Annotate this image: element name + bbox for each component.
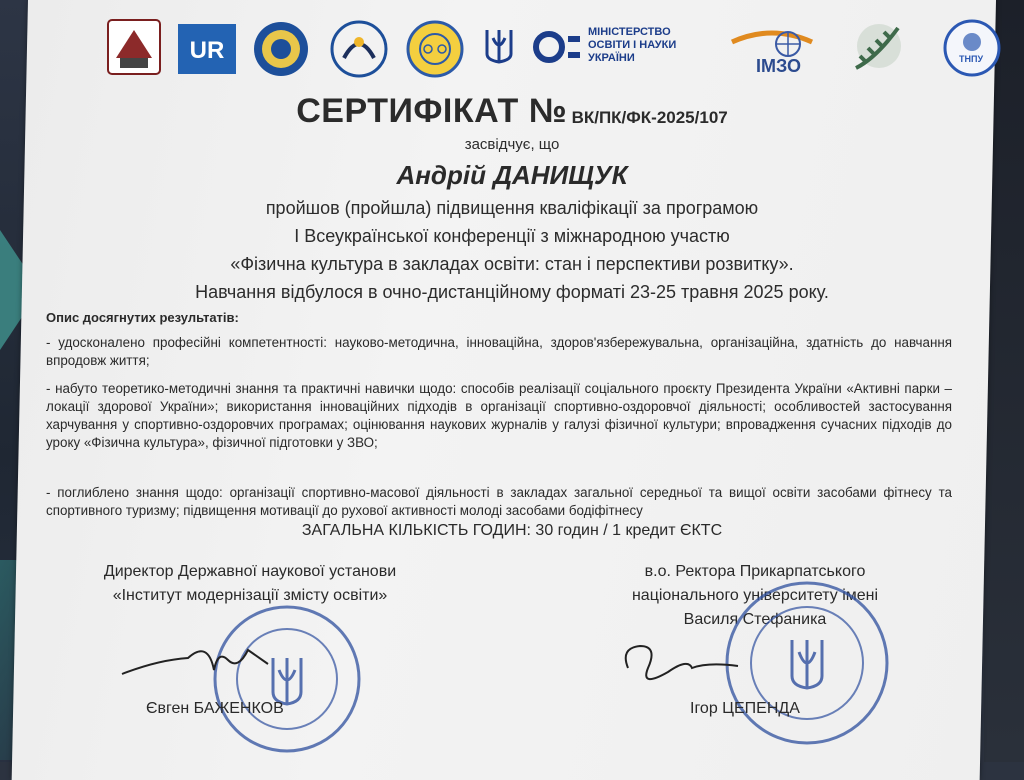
seal-logo-1	[252, 20, 310, 83]
certificate-title	[0, 92, 1024, 131]
right-signatory-line1: в.о. Ректора Прикарпатського	[644, 563, 866, 580]
tnpu-logo	[942, 18, 1002, 83]
left-signature-scribble	[118, 630, 278, 695]
logos-row	[100, 18, 1010, 84]
ministry-label-line1: МІНІСТЕРСТВО	[588, 26, 671, 38]
right-signatory-line2: національного університету імені	[631, 587, 879, 604]
left-signatory-line1: Директор Державної наукової установи	[103, 563, 397, 580]
left-signatory-title	[30, 560, 470, 608]
right-signatory-name: Ігор ЦЕПЕНДА	[690, 700, 800, 717]
certificate-number: ВК/ПК/ФК-2025/107	[571, 107, 728, 127]
program-line-1: пройшов (пройшла) підвищення кваліфікації за програмою	[265, 198, 759, 218]
seal-logo-2	[330, 20, 388, 83]
achievements-title: Опис досягнутих результатів:	[46, 310, 239, 325]
left-signatory-name: Євген БАЖЕНКОВ	[146, 700, 284, 717]
right-signatory-line3: Василя Стефаника	[683, 611, 827, 628]
ministry-logo	[532, 30, 582, 69]
certifies-text: засвідчує, що	[464, 136, 560, 153]
achievement-item-1: - удосконалено професійні компетентності: науково-методична, інноваційна, здоров'язбережувальна, організаційна, здатність до навчання впродовж життя;	[46, 335, 952, 368]
trident-icon	[484, 28, 514, 69]
achievement-item-3: - поглиблено знання щодо: організації спортивно-масової діяльності в закладах загальної середньої та вищої освіти засобами фітнесу та спортивного туризму; підвищення мотивації до рухової активності молоді засобами бодіфітнесу	[46, 485, 952, 518]
imzo-logo	[726, 22, 818, 83]
program-line-2: І Всеукраїнської конференції з міжнародною участю	[294, 226, 730, 246]
tnpu-label: ТНПУ	[959, 54, 984, 64]
seal-logo-3	[406, 20, 464, 83]
imzo-label: ІМЗО	[756, 56, 802, 76]
recipient-name: Андрій ДАНИЩУК	[396, 160, 628, 190]
university-crest-logo	[106, 18, 162, 81]
right-signature-scribble	[618, 628, 748, 703]
ur-logo-text: UR	[189, 37, 225, 64]
left-signatory-line2: «Інститут модернізації змісту освіти»	[112, 587, 388, 604]
ministry-label-line2: ОСВІТИ І НАУКИ	[588, 39, 677, 51]
ministry-label	[588, 26, 676, 65]
laurel-logo	[846, 18, 912, 83]
ur-logo	[178, 24, 236, 79]
program-line-3: «Фізична культура в закладах освіти: стан і перспективи розвитку».	[230, 254, 794, 274]
ministry-label-line3: УКРАЇНИ	[588, 52, 635, 64]
total-hours: ЗАГАЛЬНА КІЛЬКІСТЬ ГОДИН: 30 годин / 1 кредит ЄКТС	[301, 522, 723, 539]
certificate-title-text: СЕРТИФІКАТ №	[296, 92, 568, 130]
achievement-item-2: - набуто теоретико-методичні знання та практичні навички щодо: способів реалізації соціального проєкту Президента України «Активні парки – локації здорової України»; використання інноваційних підходів в організації спортивно-оздоровчої діяльності; особливостей застосування харчування у спортивно-оздоровчих програмах; оцінювання наукових журналів у галузі фізичної культури; впровадження сучасних підходів до уроку «Фізична культура», фізичної підготовки у ЗВО;	[46, 381, 952, 450]
program-line-4: Навчання відбулося в очно-дистанційному форматі 23-25 травня 2025 року.	[195, 282, 829, 302]
